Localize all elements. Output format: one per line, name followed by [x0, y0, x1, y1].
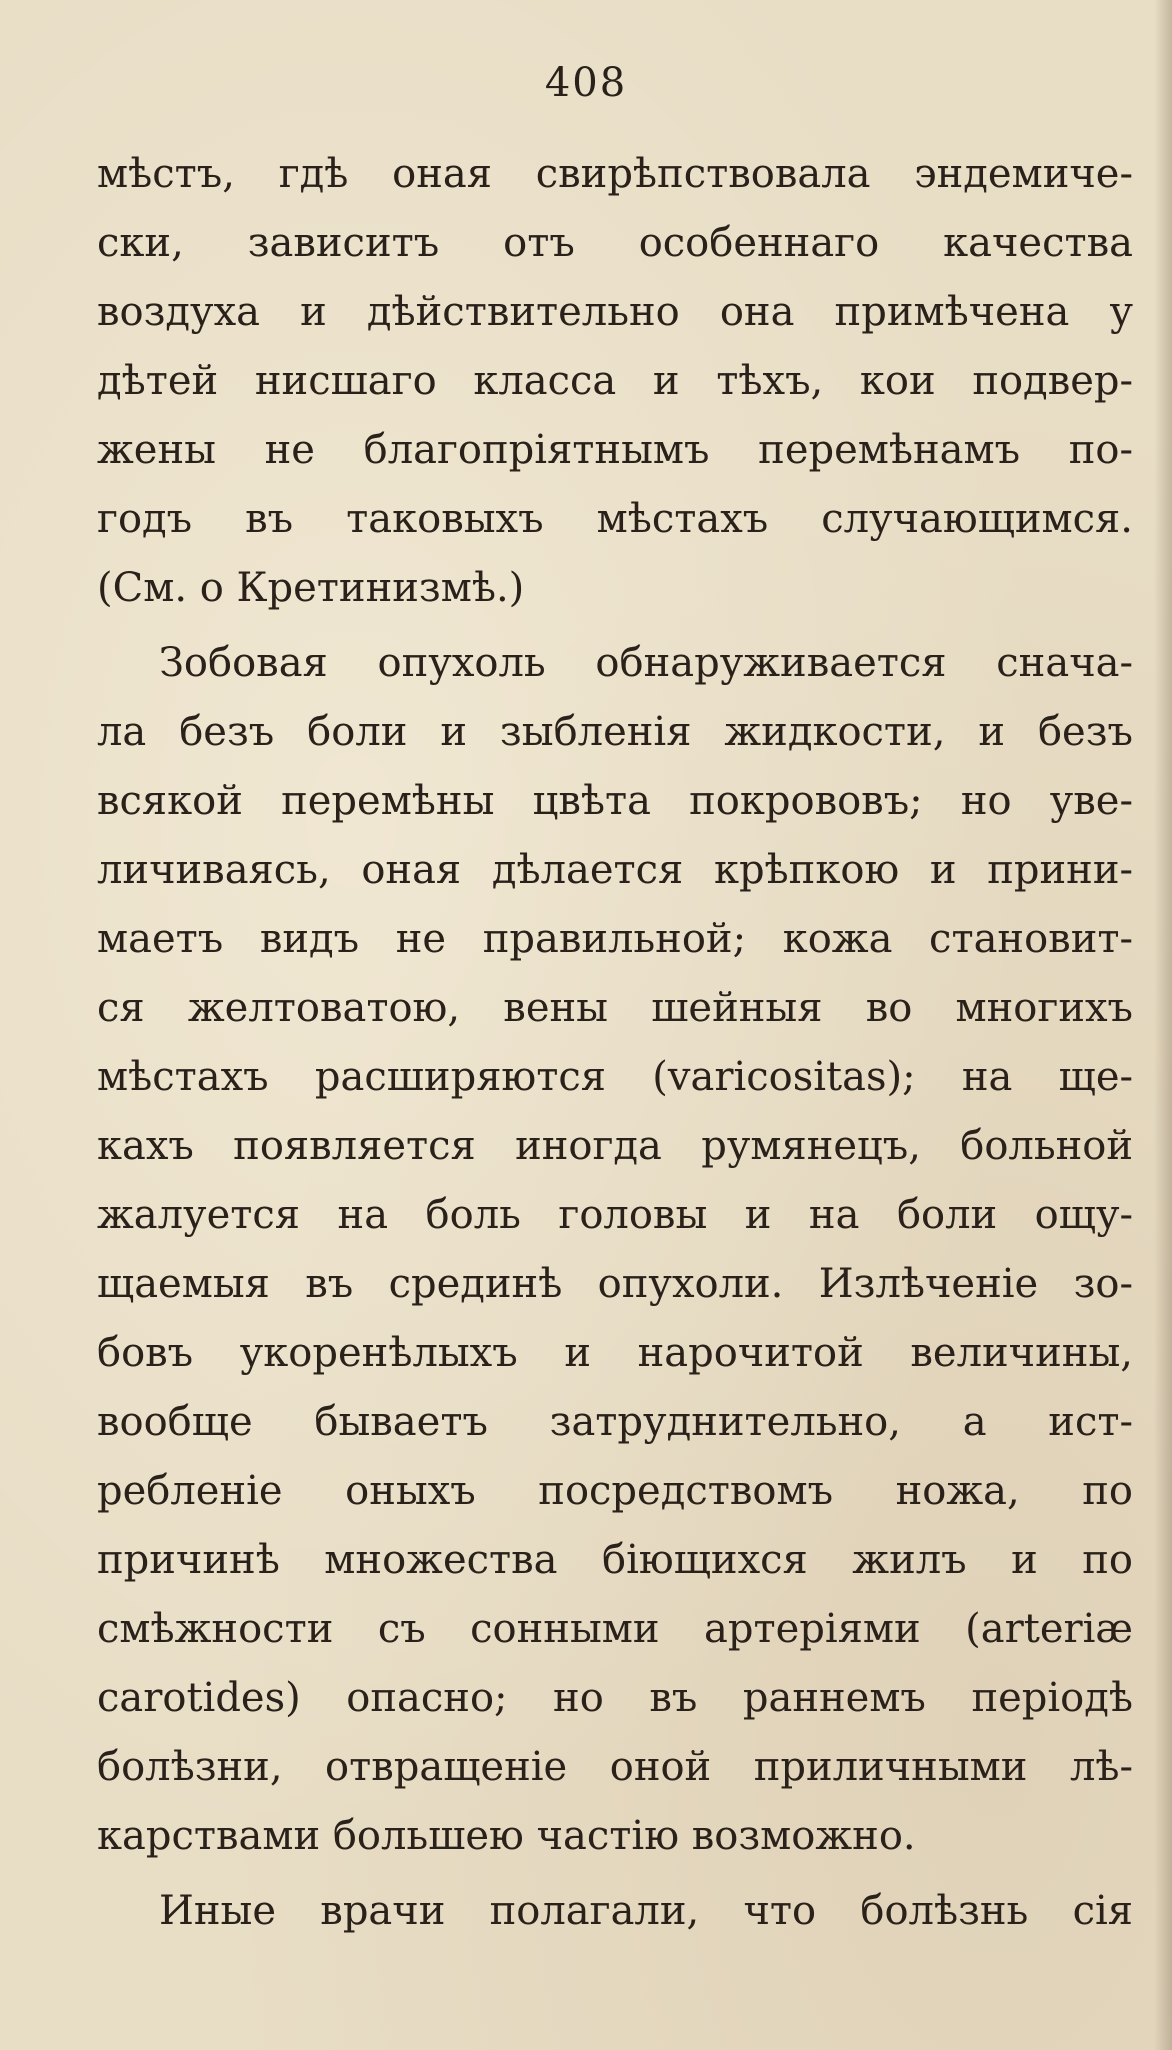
text-line: всякой перемѣны цвѣта покрововъ; но уве-	[97, 778, 1133, 824]
text-line: воздуха и дѣйствительно она примѣчена у	[97, 289, 1133, 335]
text-line: мѣстахъ расширяются (varicositas); на ще-	[97, 1054, 1133, 1100]
text-line: ски, зависитъ отъ особеннаго качества	[97, 220, 1133, 266]
text-line: карствами большею частію возможно.	[97, 1813, 916, 1859]
text-line: ла безъ боли и зыбленія жидкости, и безъ	[97, 709, 1133, 755]
text-line: бовъ укоренѣлыхъ и нарочитой величины,	[97, 1330, 1133, 1376]
text-line: кахъ появляется иногда румянецъ, больной	[97, 1123, 1133, 1169]
text-line: жены не благопріятнымъ перемѣнамъ по-	[97, 427, 1133, 473]
page-number: 408	[544, 60, 628, 106]
text-line: маетъ видъ не правильной; кожа становит-	[97, 916, 1133, 962]
text-line: ребленіе оныхъ посредствомъ ножа, по	[97, 1468, 1133, 1514]
text-line: ся желтоватою, вены шейныя во многихъ	[97, 985, 1133, 1031]
text-line: смѣжности съ сонными артеріями (arteriæ	[97, 1606, 1133, 1652]
text-line: жалуется на боль головы и на боли ощу-	[97, 1192, 1133, 1238]
text-line: Иные врачи полагали, что болѣзнь сія	[159, 1888, 1133, 1934]
text-line: щаемыя въ срединѣ опухоли. Излѣченіе зо-	[97, 1261, 1133, 1307]
paragraph	[97, 1877, 1133, 1946]
text-line: вообще бываетъ затруднительно, а ист-	[97, 1399, 1133, 1445]
text-line: Зобовая опухоль обнаруживается снача-	[159, 640, 1133, 686]
text-line: болѣзни, отвращеніе оной приличными лѣ-	[97, 1744, 1133, 1790]
text-line: (См. о Кретинизмѣ.)	[97, 565, 525, 611]
text-line: carotides) опасно; но въ раннемъ періодѣ	[97, 1675, 1133, 1721]
text-line: мѣстъ, гдѣ оная свирѣпствовала эндемиче-	[97, 151, 1133, 197]
paragraph	[97, 140, 1133, 623]
body-text	[97, 140, 1133, 1946]
page-edge-shadow	[1154, 0, 1172, 2050]
text-line: личиваясь, оная дѣлается крѣпкою и прини-	[97, 847, 1133, 893]
text-line: причинѣ множества біющихся жилъ и по	[97, 1537, 1133, 1583]
paragraph	[97, 629, 1133, 1871]
text-line: годъ въ таковыхъ мѣстахъ случающимся.	[97, 496, 1133, 542]
text-line: дѣтей нисшаго класса и тѣхъ, кои подвер-	[97, 358, 1133, 404]
